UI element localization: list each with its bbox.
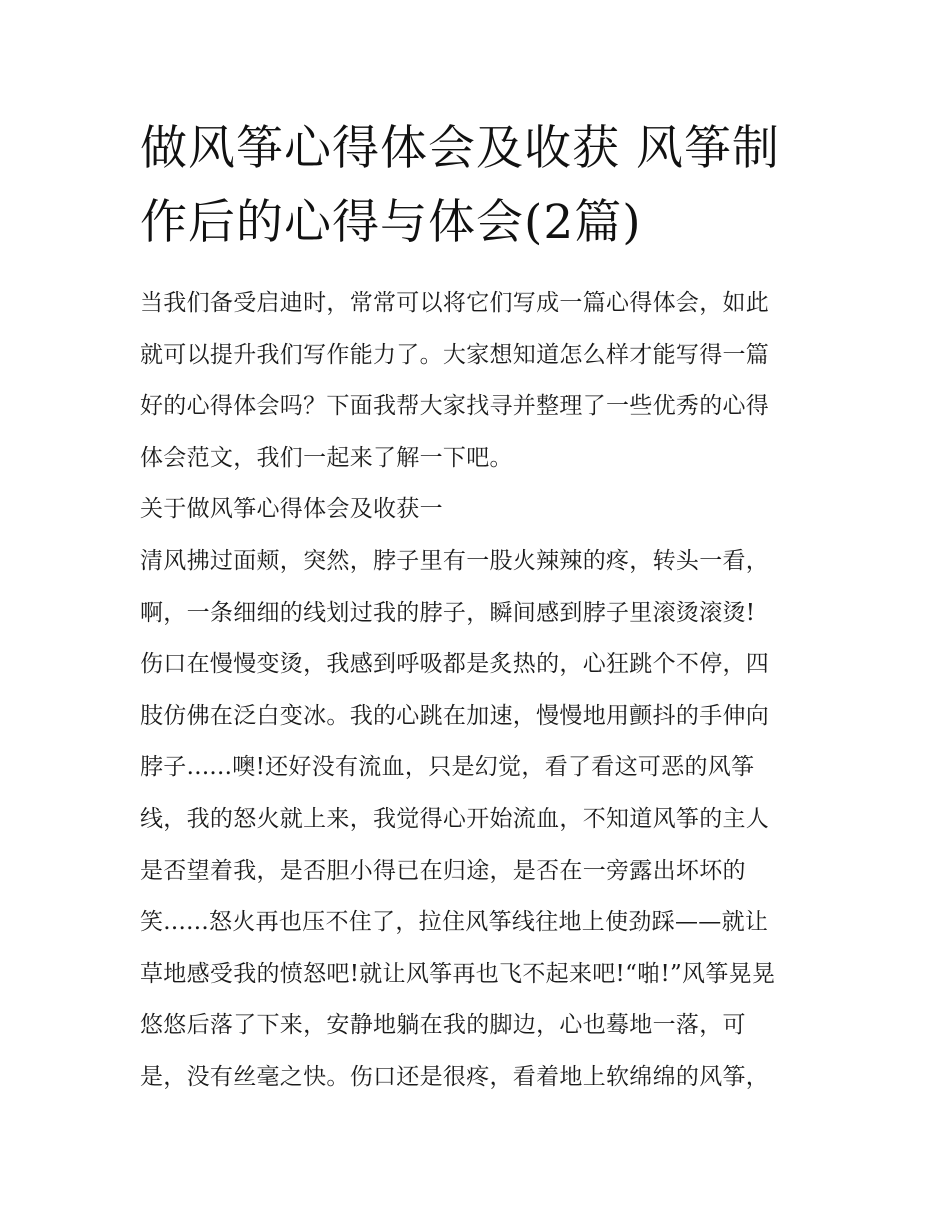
paragraph-line: 啊，一条细细的线划过我的脖子，瞬间感到脖子里滚烫滚烫! [140,599,756,626]
title-line-1: 做风筝心得体会及收获 风筝制 [140,121,780,176]
paragraph-line: 是否望着我，是否胆小得已在归途，是否在一旁露出坏坏的 [140,857,746,884]
paragraph-line: 清风拂过面颊，突然，脖子里有一股火辣辣的疼，转头一看， [140,547,770,574]
section-heading: 关于做风筝心得体会及收获一 [140,496,443,523]
paragraph-line: 悠悠后落了下来，安静地躺在我的脚边，心也蓦地一落，可 [140,1012,746,1039]
intro-line: 就可以提升我们写作能力了。大家想知道怎么样才能写得一篇 [140,341,770,368]
title-line-2: 作后的心得与体会(2篇) [140,195,642,250]
document-title [140,112,820,260]
intro-line: 体会范文，我们一起来了解一下吧。 [140,444,513,471]
document-body [140,278,820,1104]
paragraph-line: 脖子......噢!还好没有流血，只是幻觉，看了看这可恶的风筝 [140,754,755,781]
paragraph-line: 草地感受我的愤怒吧!就让风筝再也飞不起来吧!“啪!”风筝晃晃 [140,960,776,987]
intro-line: 当我们备受启迪时，常常可以将它们写成一篇心得体会，如此 [140,290,770,316]
paragraph-line: 肢仿佛在泛白变冰。我的心跳在加速，慢慢地用颤抖的手伸向 [140,702,770,729]
paragraph-line: 伤口在慢慢变烫，我感到呼吸都是炙热的，心狂跳个不停，四 [140,651,770,678]
paragraph-line: 笑......怒火再也压不住了，拉住风筝线往地上使劲踩——就让 [140,909,769,936]
intro-line: 好的心得体会吗？下面我帮大家找寻并整理了一些优秀的心得 [140,393,770,420]
paragraph-line: 线，我的怒火就上来，我觉得心开始流血，不知道风筝的主人 [140,805,770,832]
paragraph-line: 是，没有丝毫之快。伤口还是很疼，看着地上软绵绵的风筝， [140,1063,770,1090]
